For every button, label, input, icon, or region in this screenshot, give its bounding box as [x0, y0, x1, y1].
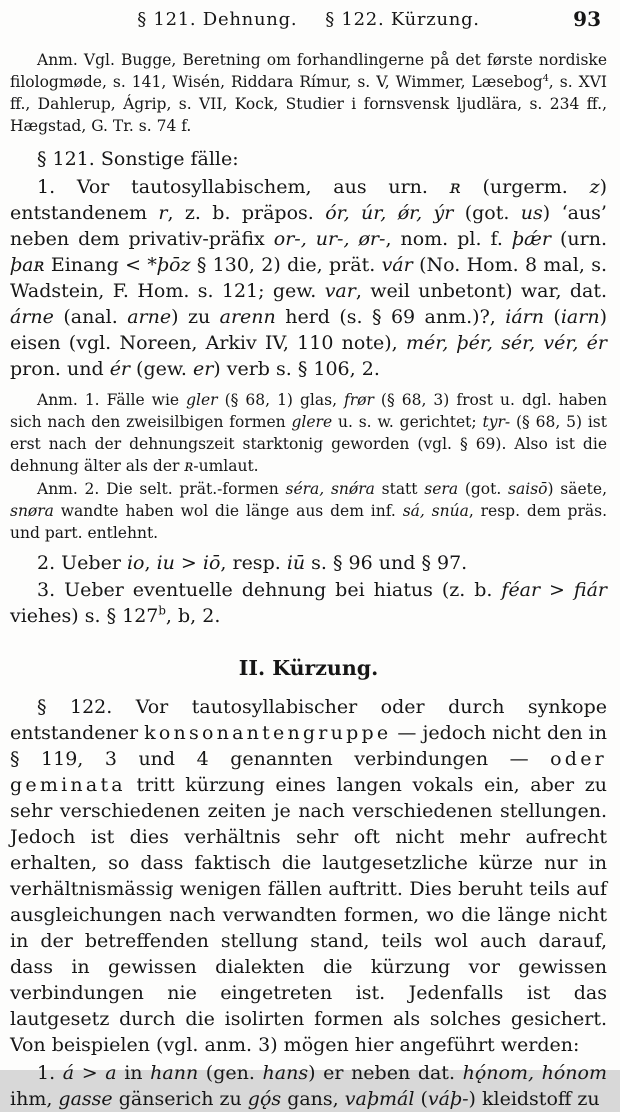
text-segment: > — [540, 579, 574, 601]
text-segment: tritt kürzung eines langen vokals ein, aber zu sehr verschiedenen zeiten je nach verschiedenen stellungen. Jedoch ist dies verhältnis sehr oft nicht mehr aufrecht erhalten, so dass faktisch die lautgesetzliche kürze nur in verhältnismässig wenigen fällen auftritt. Dies beruht teils auf ausgleichungen nach verwandten formen, wo die länge nicht in der betreffenden stellung stand, teils wol auch darauf, dass in gewissen dialekten die kürzung vor gewissen verbindungen nie eingetreten ist. Jedenfalls ist das lautgesetz durch die isolirten formen als solches gesichert. Von beispielen (vgl. anm. 3) mögen hier angeführt werden: — [10, 774, 607, 1056]
text-segment: or-, ur-, ør- — [273, 228, 386, 250]
text-segment: gasse — [58, 1088, 113, 1110]
paragraph-5 — [10, 478, 607, 544]
text-segment: > — [174, 552, 203, 574]
text-segment: mér, þér, sér, vér, ér — [405, 332, 608, 354]
running-head-section-right: § 122. Kürzung. — [325, 9, 480, 30]
text-segment: -umlaut. — [193, 457, 259, 475]
text-segment: 1. — [37, 1062, 63, 1084]
text-segment: a — [105, 1062, 117, 1084]
text-segment: — jedoch nicht den in § 119, 3 und 4 genannten verbindungen — — [10, 722, 607, 770]
text-segment: in — [116, 1062, 151, 1084]
text-segment: u. s. w. gerichtet; — [332, 413, 483, 431]
text-segment: glere — [291, 413, 333, 431]
text-segment: ( — [544, 306, 561, 328]
text-segment: ( — [414, 1088, 428, 1110]
text-segment: fiár — [573, 579, 608, 601]
text-segment: 1. Vor tautosyllabischem, aus urn. — [37, 176, 450, 198]
text-segment: (anal. — [53, 306, 128, 328]
text-segment: tyr- — [482, 413, 511, 431]
text-segment: ) eisen (vgl. Noreen, Arkiv IV, 110 note), — [10, 306, 608, 354]
text-segment: , nom. pl. f. — [385, 228, 512, 250]
text-segment: gǫ́s — [247, 1088, 282, 1110]
text-segment: ér — [109, 358, 131, 380]
text-segment: II. Kürzung. — [238, 656, 379, 680]
text-segment: , z. b. präpos. — [167, 202, 326, 224]
text-segment: pron. und — [10, 358, 110, 380]
text-segment: 3. Ueber eventuelle dehnung bei hiatus (z. b. — [37, 579, 502, 601]
text-segment: herd (s. § 69 anm.)?, — [275, 306, 506, 328]
text-segment: (urn. — [550, 228, 607, 250]
text-segment: 4 — [542, 72, 549, 84]
text-segment: Anm. 1. Fälle wie — [37, 391, 187, 409]
text-segment: (§ 68, 5) ist erst nach der dehnungszeit starktonig geworden (vgl. § 69). Also ist die dehnung älter als der — [10, 413, 607, 475]
text-segment: ) ‘aus’ neben dem privativ-präfix — [10, 202, 607, 250]
text-segment: viehes) s. § 127 — [10, 605, 159, 627]
paragraph-1 — [10, 49, 607, 137]
text-segment: s. § 96 und § 97. — [305, 552, 468, 574]
running-head-section-left: § 121. Dehnung. — [137, 9, 298, 30]
text-segment: z — [589, 176, 600, 198]
text-segment: þōz — [156, 254, 191, 276]
text-segment: arne — [127, 306, 172, 328]
page-number: 93 — [573, 7, 601, 31]
text-segment: ) er neben dat. — [308, 1062, 463, 1084]
text-segment: var — [324, 280, 356, 302]
text-segment: saisō — [508, 480, 548, 498]
text-segment: io — [126, 552, 145, 574]
text-segment: > — [74, 1062, 106, 1084]
text-segment: iō — [202, 552, 221, 574]
paragraph-6 — [10, 550, 607, 576]
text-segment: er — [192, 358, 214, 380]
section-heading — [10, 655, 607, 681]
text-segment: (gew. — [130, 358, 193, 380]
text-segment: gänserich zu — [112, 1088, 248, 1110]
text-segment: r — [158, 202, 168, 224]
text-segment: wandte haben wol die länge aus dem inf. — [53, 502, 403, 520]
text-segment: 2. Ueber — [37, 552, 127, 574]
text-segment: féar — [501, 579, 541, 601]
text-segment: ) säete, — [547, 480, 608, 498]
paragraph-9 — [10, 694, 607, 1058]
text-segment: ihm, — [10, 1088, 59, 1110]
text-segment: Anm. 2. Die selt. prät.-formen — [37, 480, 286, 498]
text-segment: § 122. Vor tautosyllabischer oder durch synkope entstandener — [10, 696, 607, 744]
text-segment: (got. — [458, 480, 509, 498]
text-segment: us — [520, 202, 543, 224]
text-segment: Einang < * — [44, 254, 157, 276]
text-segment: § 130, 2) die, prät. — [190, 254, 382, 276]
paragraph-4 — [10, 389, 607, 477]
text-segment: konsonantengruppe — [144, 722, 392, 744]
text-segment: þǽr — [511, 228, 551, 250]
text-segment: statt — [374, 480, 425, 498]
running-head — [10, 0, 607, 30]
text-segment: (No. Hom. 8 mal, s. Wadstein, F. Hom. s. 121; gew. — [10, 254, 607, 302]
text-segment: sá, snúa — [402, 502, 469, 520]
text-segment: Anm. Vgl. Bugge, Beretning om forhandlingerne på det første nordiske filologmøde, s. 141, Wisén, Riddara Rímur, s. V, Wimmer, Læsebog — [10, 51, 607, 91]
text-segment: ) entstandenem — [10, 176, 607, 224]
paragraph-2 — [10, 146, 607, 172]
text-segment: hann — [150, 1062, 199, 1084]
text-segment: hǫ́nom, hónom — [462, 1062, 608, 1084]
text-segment: (got. — [453, 202, 521, 224]
text-segment: § 121. Sonstige fälle: — [37, 148, 239, 170]
text-segment: , s. XVI ff., Dahlerup, Ágrip, s. VII, Kock, Studier i fornsvensk ljudlära, s. 234 ff., Hægstad, G. Tr. s. 74 f. — [10, 73, 607, 135]
text-segment: snøra — [10, 502, 54, 520]
text-segment: , — [144, 552, 157, 574]
text-segment: árne — [10, 306, 54, 328]
text-segment: (gen. — [198, 1062, 263, 1084]
text-segment: gans, — [281, 1088, 345, 1110]
text-segment: (urgerm. — [460, 176, 590, 198]
text-segment: b — [158, 603, 166, 618]
paragraph-10 — [10, 1060, 607, 1112]
text-segment: váþ- — [427, 1088, 469, 1110]
text-segment: (§ 68, 1) glas, — [217, 391, 345, 409]
text-segment: vaþmál — [344, 1088, 415, 1110]
text-segment: iárn — [505, 306, 544, 328]
text-segment: iarn — [560, 306, 600, 328]
text-segment: , weil unbetont) war, dat. — [355, 280, 607, 302]
text-segment: ) zu — [171, 306, 220, 328]
text-segment: ór, úr, ǿr, ýr — [325, 202, 454, 224]
text-segment: gler — [186, 391, 218, 409]
page-content — [10, 49, 607, 1112]
text-segment: oder geminata — [10, 748, 607, 796]
paragraph-3 — [10, 174, 607, 382]
text-segment: vár — [381, 254, 413, 276]
text-segment: frør — [344, 391, 374, 409]
text-segment: ) kleidstoff zu — [468, 1088, 600, 1110]
text-segment: , b, 2. — [165, 605, 221, 627]
text-segment: þaʀ — [10, 254, 45, 276]
text-segment: iu — [156, 552, 175, 574]
text-segment: ) verb s. § 106, 2. — [213, 358, 380, 380]
text-segment: arenn — [219, 306, 276, 328]
text-segment: , resp. dem präs. und part. entlehnt. — [10, 502, 608, 542]
text-segment: ʀ — [184, 457, 194, 475]
text-segment: , resp. — [220, 552, 287, 574]
text-segment: hans — [262, 1062, 309, 1084]
text-segment: ʀ — [449, 176, 461, 198]
paragraph-7 — [10, 577, 607, 629]
text-segment: sera — [424, 480, 459, 498]
text-segment: (§ 68, 3) frost u. dgl. haben sich nach den zweisilbigen formen — [10, 391, 607, 431]
text-segment: á — [62, 1062, 75, 1084]
text-segment: iū — [286, 552, 306, 574]
text-segment: séra, snǿra — [285, 480, 375, 498]
